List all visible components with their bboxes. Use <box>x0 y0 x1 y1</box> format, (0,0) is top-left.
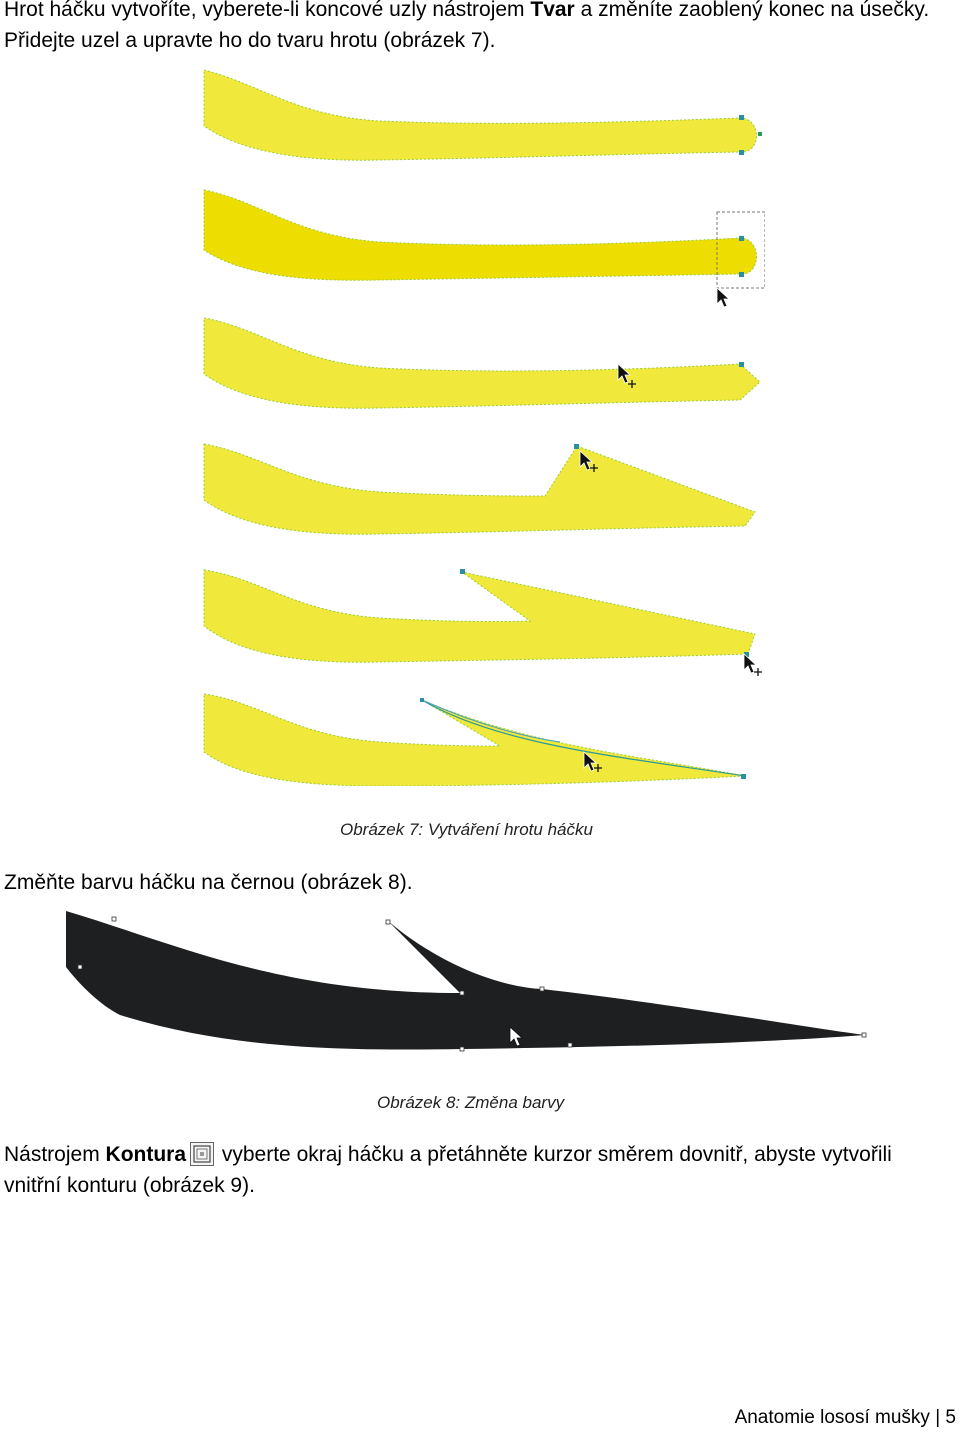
intro-text-1: Hrot háčku vytvoříte, vyberete-li koncové uzly nástrojem <box>4 0 531 21</box>
intro-paragraph <box>4 0 954 56</box>
footer-title: Anatomie lososí mušky <box>734 1407 930 1428</box>
figure-7-hook-tip-steps <box>200 66 765 786</box>
hook-step-5 <box>204 569 762 676</box>
figure-8-black-hook <box>60 905 880 1055</box>
contour-text-1: Nástrojem <box>4 1143 106 1166</box>
figure-8-caption: Obrázek 8: Změna barvy <box>377 1093 565 1112</box>
hook-step-3 <box>204 318 760 408</box>
intro-text-2: a změníte zaoblený konec na úsečky. Přidejte uzel a upravte ho do tvaru hrotu (obrázek 7). <box>4 0 930 52</box>
contour-text-2: vyberte okraj háčku a přetáhněte kurzor směrem dovnitř, abyste vytvořili vnitřní konturu (obrázek 9). <box>4 1143 892 1197</box>
figure-7-caption: Obrázek 7: Vytváření hrotu háčku <box>340 820 593 839</box>
tool-name-kontura: Kontura <box>105 1143 187 1166</box>
hook-step-6 <box>204 694 746 786</box>
contour-paragraph <box>4 1139 954 1201</box>
tool-name-tvar: Tvar <box>530 0 575 21</box>
hook-step-4 <box>204 444 755 534</box>
contour-tool-icon <box>190 1142 214 1166</box>
page-footer: Anatomie lososí mušky | 5 <box>734 1407 956 1428</box>
hook-step-1 <box>204 70 762 160</box>
page-number: 5 <box>945 1407 956 1428</box>
hook-step-2 <box>204 190 765 307</box>
color-change-paragraph: Změňte barvu háčku na černou (obrázek 8). <box>4 871 413 894</box>
